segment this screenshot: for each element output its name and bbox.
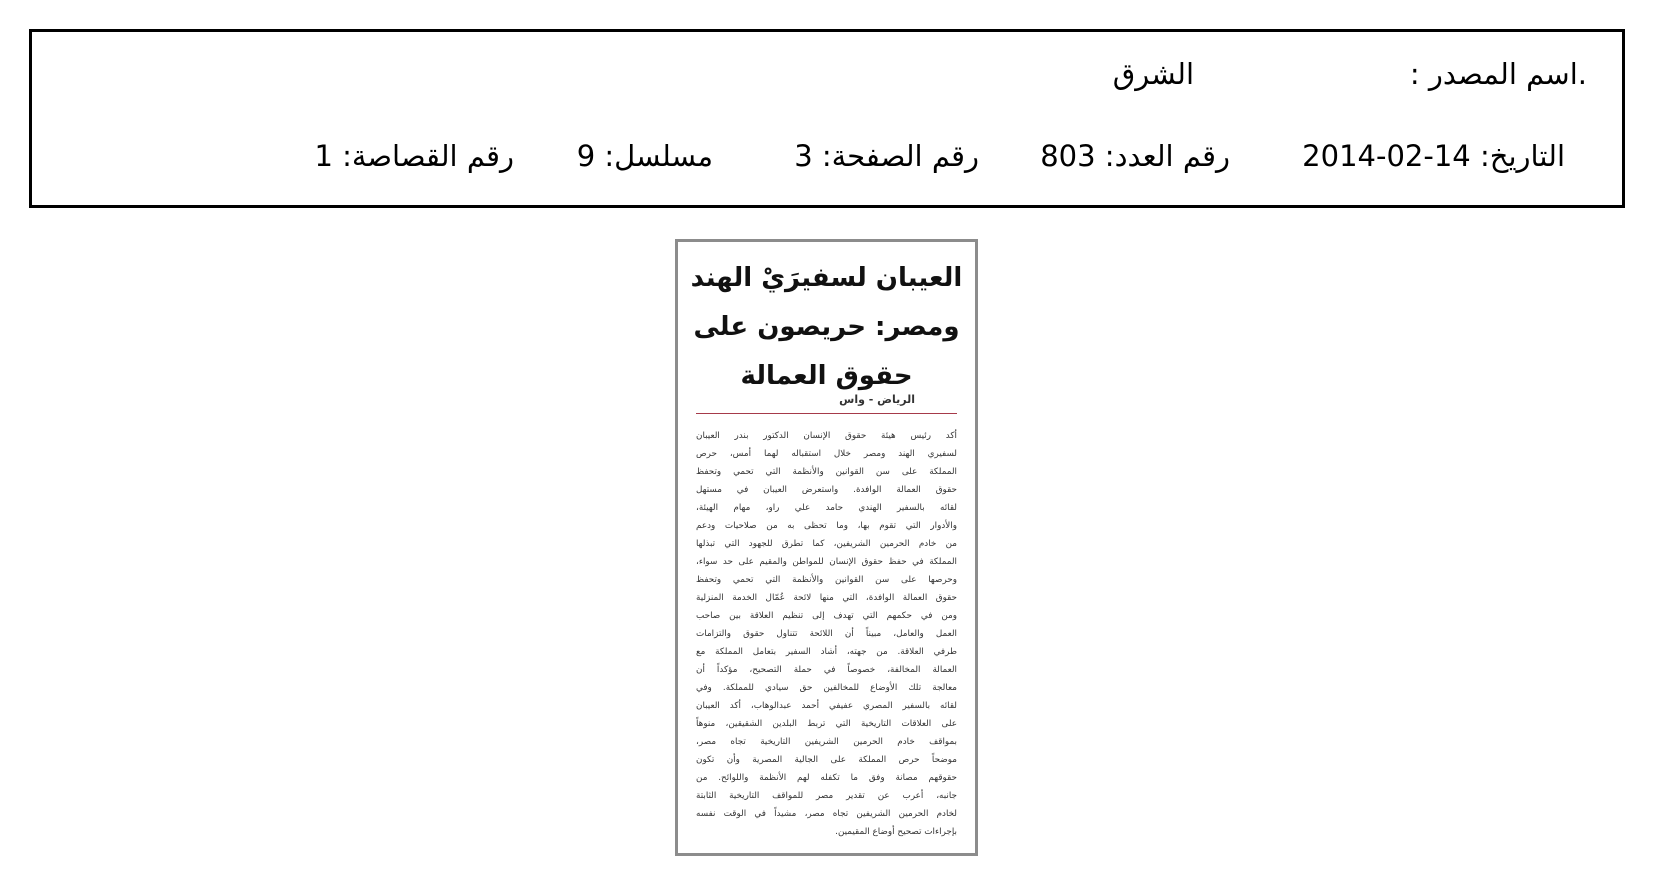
article-body-line: العمالة المخالفة، خصوصاً في حملة التصحيح، مؤكداً أن — [696, 665, 957, 675]
article-headline — [686, 254, 967, 401]
article-body — [696, 427, 957, 841]
article-body-line: طرفي العلاقة. من جهته، أشاد السفير بتعامل المملكة مع — [696, 647, 957, 657]
date-field: التاريخ: 14-02-2014 — [1302, 139, 1565, 173]
article-body-line: والأدوار التي تقوم بها، وما تحظى به من صلاحيات ودعم — [696, 521, 957, 531]
byline-divider — [696, 413, 957, 414]
newspaper-clipping — [675, 239, 978, 856]
article-body-line: لقائه بالسفير المصري عفيفي أحمد عبدالوهاب، أكد العيبان — [696, 701, 957, 711]
article-body-line: بمواقف خادم الحرمين الشريفين التاريخية تجاه مصر، — [696, 737, 957, 747]
page-number-field: رقم الصفحة: 3 — [794, 139, 979, 173]
header-row-meta — [32, 136, 1622, 176]
source-value: الشرق — [1112, 57, 1194, 91]
article-body-line: لسفيري الهند ومصر خلال استقباله لهما أمس، حرص — [696, 449, 957, 459]
article-body-line: وحرصها على سن القوانين والأنظمة التي تحمي وتحفظ — [696, 575, 957, 585]
article-body-line: موضحاً حرص المملكة على الجالية المصرية وأن تكون — [696, 755, 957, 765]
clip-number-field: رقم القصاصة: 1 — [314, 139, 514, 173]
article-body-line: لخادم الحرمين الشريفين تجاه مصر، مشيداً في الوقت نفسه — [696, 809, 957, 819]
article-body-line: بإجراءات تصحيح أوضاع المقيمين. — [835, 827, 957, 837]
article-byline: الرياض - واس — [839, 393, 915, 406]
article-body-line: المملكة على سن القوانين والأنظمة التي تحمي وتحفظ — [696, 467, 957, 477]
article-body-line: ومن في حكمهم التي تهدف إلى تنظيم العلاقة بين صاحب — [696, 611, 957, 621]
article-body-line: على العلاقات التاريخية التي تربط البلدين الشقيقين، منوهاً — [696, 719, 957, 729]
article-body-line: لقائه بالسفير الهندي حامد علي راو، مهام الهيئة، — [696, 503, 957, 513]
headline-line: ومصر: حريصون على — [693, 312, 960, 342]
document-header-box — [29, 29, 1625, 208]
article-body-line: حقوقهم مصانة وفق ما تكفله لهم الأنظمة واللوائح. من — [696, 773, 957, 783]
article-body-line: المملكة في حفظ حقوق الإنسان للمواطن والمقيم على حد سواء، — [696, 557, 957, 567]
source-label: .اسم المصدر : — [1409, 57, 1587, 91]
article-body-line: حقوق العمالة الوافدة، التي منها لائحة عُمّال الخدمة المنزلية — [696, 593, 957, 603]
article-body-line: أكد رئيس هيئة حقوق الإنسان الدكتور بندر العيبان — [696, 431, 957, 441]
header-row-source — [32, 54, 1622, 94]
headline-line: العيبان لسفيرَيْ الهند — [690, 263, 963, 293]
article-body-line: معالجة تلك الأوضاع للمخالفين حق سيادي للمملكة. وفي — [696, 683, 957, 693]
serial-number-field: مسلسل: 9 — [576, 139, 713, 173]
headline-line: حقوق العمالة — [740, 361, 913, 391]
article-body-line: حقوق العمالة الوافدة. واستعرض العيبان في مستهل — [696, 485, 957, 495]
issue-number-field: رقم العدد: 803 — [1040, 139, 1230, 173]
article-body-line: من خادم الحرمين الشريفين، كما تطرق للجهود التي تبذلها — [696, 539, 957, 549]
article-body-line: العمل والعامل، مبيناً أن اللائحة تتناول حقوق والتزامات — [696, 629, 957, 639]
article-body-line: جانبه، أعرب عن تقدير مصر للمواقف التاريخية الثابتة — [696, 791, 957, 801]
